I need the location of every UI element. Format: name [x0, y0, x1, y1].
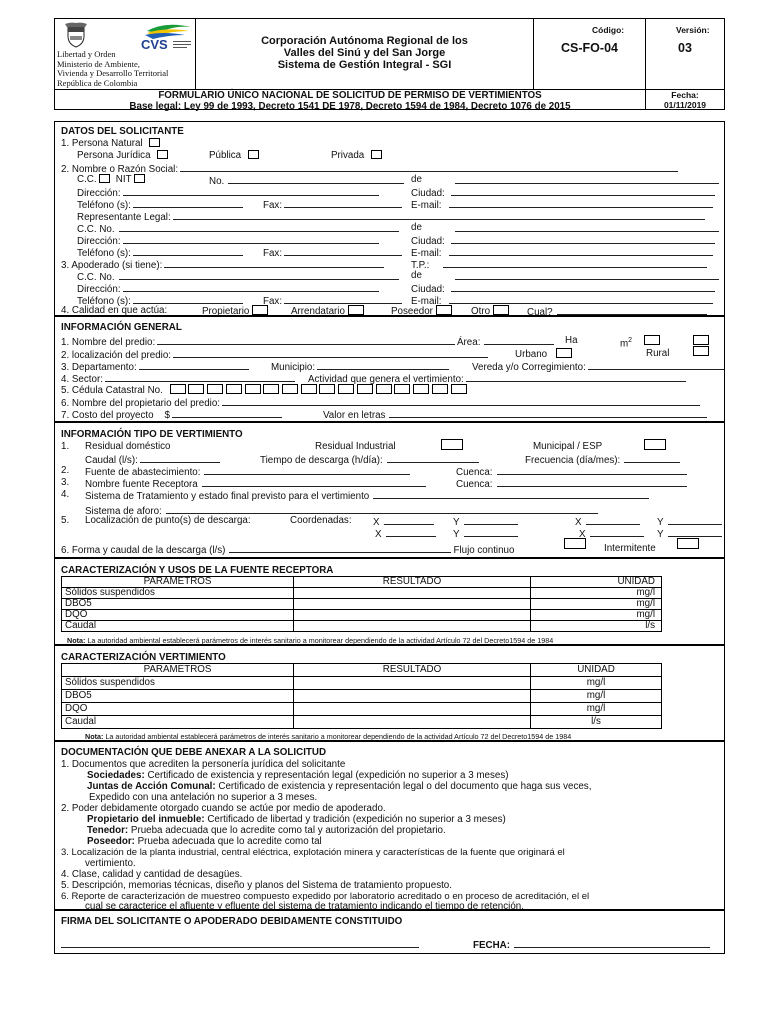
aforo-field[interactable]	[166, 504, 598, 514]
corporation-name	[196, 19, 534, 89]
municipio-label: Municipio:	[271, 362, 316, 373]
privada-checkbox[interactable]	[371, 150, 382, 159]
ccno-label: C.C. No.	[77, 272, 115, 283]
arrendatario-checkbox[interactable]	[348, 305, 364, 315]
caracterizacion-vertimiento-table	[61, 663, 662, 729]
sistema-label: Sistema de Tratamiento y estado final previsto para el vertimiento	[85, 491, 370, 502]
header-cell: PARAMETROS	[62, 664, 294, 677]
telefono-field[interactable]	[133, 294, 243, 304]
solicitante-section	[54, 121, 725, 316]
x-label: X	[373, 517, 380, 528]
municipal-checkbox[interactable]	[644, 439, 666, 450]
cuenca-label: Cuenca:	[456, 479, 493, 490]
cedula-digit-box[interactable]	[376, 384, 392, 394]
ha-label: Ha	[565, 335, 578, 346]
y-label: Y	[453, 517, 460, 528]
arrendatario-label: Arrendatario	[291, 306, 345, 317]
caracterizacion-fuente-table	[61, 576, 662, 632]
y-label: Y	[453, 529, 460, 540]
header-cell: UNIDAD	[531, 577, 662, 588]
table-row	[62, 621, 662, 632]
sector-field[interactable]	[105, 372, 295, 382]
doc-item: 1. Documentos que acrediten la personería jurídica del solicitante	[61, 759, 346, 770]
area-field[interactable]	[484, 335, 554, 345]
cedula-digit-box[interactable]	[282, 384, 298, 394]
unit-cell: mg/l	[531, 677, 662, 690]
title-line: FORMULARIO ÚNICO NACIONAL DE SOLICITUD DE PERMISO DE VERTIMIENTOS	[158, 90, 542, 101]
nombre-label: 2. Nombre o Razón Social:	[61, 164, 179, 175]
fecha-firma-label: FECHA:	[473, 940, 511, 951]
email-label: E-mail:	[411, 296, 442, 307]
telefono-field[interactable]	[133, 198, 243, 208]
form-title	[55, 89, 646, 112]
param-cell: Sólidos suspendidos	[62, 677, 294, 690]
result-cell[interactable]	[294, 610, 531, 621]
section-title: INFORMACIÓN GENERAL	[61, 322, 182, 333]
dollar-sign: $	[164, 410, 170, 421]
caracterizacion-fuente-section	[54, 558, 725, 645]
ciudad-label: Ciudad:	[411, 284, 445, 295]
cedula-digit-box[interactable]	[413, 384, 429, 394]
table-row	[62, 716, 662, 729]
cedula-digit-box[interactable]	[451, 384, 467, 394]
privada-label: Privada	[331, 150, 365, 161]
x-label: X	[579, 529, 586, 540]
logo-line: Vivienda y Desarrollo Territorial	[57, 68, 169, 78]
de-label: de	[411, 174, 422, 185]
telefono-field[interactable]	[133, 246, 243, 256]
caudal-label: Caudal (l/s):	[85, 455, 138, 466]
section-title: FIRMA DEL SOLICITANTE O APODERADO DEBIDAMENTE CONSTITUIDO	[61, 916, 403, 927]
unit-cell: mg/l	[531, 588, 662, 599]
m2-checkbox[interactable]	[693, 335, 709, 345]
tiempo-label: Tiempo de descarga (h/día):	[260, 455, 383, 466]
propietario-label: Propietario	[202, 306, 250, 317]
municipio-field[interactable]	[317, 360, 449, 370]
doc-subitem-text: Prueba adecuada que lo acredite como tal y autorización del propietario.	[128, 825, 446, 836]
ccno-field[interactable]	[119, 222, 399, 232]
punto-label: Localización de punto(s) de descarga:	[85, 515, 251, 526]
fax-label: Fax:	[263, 200, 283, 211]
m2-superscript: 2	[628, 337, 633, 344]
cual-field[interactable]	[557, 305, 707, 315]
actividad-label: Actividad que genera el vertimiento:	[308, 374, 464, 385]
direccion-label: Dirección:	[77, 284, 121, 295]
param-cell: Sólidos suspendidos	[62, 588, 294, 599]
intermitente-checkbox[interactable]	[677, 538, 699, 549]
doc-item-continuation: vertimiento.	[85, 858, 136, 869]
doc-item: 2. Poder debidamente otorgado cuando se actúe por medio de apoderado.	[61, 803, 386, 814]
logo-line: Libertad y Orden	[57, 49, 116, 59]
header-cell: RESULTADO	[294, 577, 531, 588]
frecuencia-label: Frecuencia (día/mes):	[525, 455, 621, 466]
fecha-firma-field[interactable]	[514, 938, 710, 948]
nombre-field[interactable]	[180, 162, 678, 172]
otro-label: Otro	[471, 306, 491, 317]
item-number: 4.	[61, 489, 70, 500]
fax-label: Fax:	[263, 248, 283, 259]
fecha-label: Fecha:	[671, 90, 699, 100]
note-label: Nota:	[85, 732, 104, 741]
doc-subitem-label: Juntas de Acción Comunal:	[87, 781, 216, 792]
unit-cell: mg/l	[531, 599, 662, 610]
area-label: Área:	[457, 337, 481, 348]
table-row	[62, 599, 662, 610]
residual-domestico-label: Residual doméstico	[85, 441, 171, 452]
table-row	[62, 690, 662, 703]
unit-cell: mg/l	[531, 690, 662, 703]
result-cell[interactable]	[294, 703, 531, 716]
svg-text:CVS: CVS	[141, 37, 168, 51]
cedula-digit-box[interactable]	[207, 384, 223, 394]
costo-field[interactable]	[172, 408, 282, 418]
y-coord-field[interactable]	[668, 515, 722, 525]
vereda-label: Vereda y/o Corregimiento:	[472, 362, 586, 373]
no-label: No.	[209, 176, 225, 187]
doc-item: 5. Descripción, memorias técnicas, diseño y planos del Sistema de tratamiento propuesto.	[61, 880, 452, 891]
departamento-label: 3. Departamento:	[61, 362, 137, 373]
codigo-cell	[534, 19, 646, 89]
table-row	[62, 677, 662, 690]
cedula-digit-box[interactable]	[170, 384, 186, 394]
y-coord-field[interactable]	[464, 515, 518, 525]
cedula-digit-box[interactable]	[338, 384, 354, 394]
publica-checkbox[interactable]	[248, 150, 259, 159]
y-label: Y	[657, 529, 664, 540]
cedula-digit-box[interactable]	[263, 384, 279, 394]
ciudad-field[interactable]	[451, 282, 715, 292]
cc-checkbox[interactable]	[99, 174, 110, 183]
poseedor-label: Poseedor	[391, 306, 433, 317]
forma-label: 6. Forma y caudal de la descarga (l/s)	[61, 545, 226, 556]
codigo-value: CS-FO-04	[561, 41, 618, 55]
telefono-label: Teléfono (s):	[77, 200, 131, 211]
propietario-predio-label: 6. Nombre del propietario del predio:	[61, 398, 221, 409]
persona-natural-label: 1. Persona Natural	[61, 138, 143, 149]
fax-label: Fax:	[263, 296, 283, 307]
version-cell	[646, 19, 724, 89]
general-section	[54, 316, 725, 422]
x-coord-field[interactable]	[386, 527, 436, 537]
nombre-predio-label: 1. Nombre del predio:	[61, 337, 156, 348]
x-label: X	[375, 529, 382, 540]
no-field[interactable]	[228, 174, 404, 184]
tipo-vertimiento-section	[54, 422, 725, 558]
firma-section	[54, 910, 725, 954]
note-label: Nota:	[67, 636, 86, 645]
table-row	[62, 610, 662, 621]
doc-subitem-label: Propietario del inmueble:	[87, 814, 205, 825]
cuenca-field[interactable]	[497, 465, 687, 475]
m2-label: m	[620, 338, 629, 350]
cedula-digit-box[interactable]	[357, 384, 373, 394]
fecha-value: 01/11/2019	[663, 99, 707, 110]
x-coord-field[interactable]	[586, 515, 640, 525]
doc-subitem-text: Expedido con una antelación no superior a 3 meses.	[89, 792, 318, 803]
codigo-label: Código:	[592, 25, 625, 35]
ciudad-label: Ciudad:	[411, 236, 445, 247]
section-title: DOCUMENTACIÓN QUE DEBE ANEXAR A LA SOLICITUD	[61, 747, 327, 758]
note-text: La autoridad ambiental establecerá parámetros de interés sanitario a monitorear dependiendo de la actividad Artículo 72 del Decreto1594 de 1984	[103, 732, 572, 741]
param-cell: DBO5	[62, 599, 294, 610]
sector-label: 4. Sector:	[61, 374, 103, 385]
vereda-field[interactable]	[588, 360, 724, 370]
valor-letras-field[interactable]	[389, 408, 707, 418]
documentacion-section	[54, 741, 725, 910]
ciudad-field[interactable]	[451, 234, 715, 244]
caracterizacion-vertimiento-section	[54, 645, 725, 741]
logo-caption	[57, 50, 168, 88]
email-field[interactable]	[449, 294, 713, 304]
tp-field[interactable]	[443, 258, 707, 268]
nombre-predio-field[interactable]	[157, 335, 455, 345]
calidad-label: 4. Calidad en que actúa:	[61, 305, 168, 316]
rural-label: Rural	[646, 348, 670, 359]
cvs-logo-icon	[135, 23, 193, 51]
de-field[interactable]	[455, 222, 719, 232]
result-cell[interactable]	[294, 677, 531, 690]
result-cell[interactable]	[294, 716, 531, 729]
corp-line: Corporación Autónoma Regional de los	[261, 35, 468, 47]
version-value: 03	[678, 41, 692, 55]
valor-letras-label: Valor en letras	[323, 410, 386, 421]
y-coord-field[interactable]	[464, 527, 518, 537]
poseedor-checkbox[interactable]	[436, 305, 452, 315]
persona-juridica-checkbox[interactable]	[157, 150, 168, 159]
header-cell: PARAMETROS	[62, 577, 294, 588]
doc-subitem-text: Certificado de existencia y representación legal o del documento que haga sus veces,	[215, 781, 592, 792]
cual-label: Cual?	[527, 307, 553, 318]
ciudad-label: Ciudad:	[411, 188, 445, 199]
firma-field[interactable]	[61, 938, 419, 948]
doc-subitem-label: Poseedor:	[87, 836, 135, 847]
doc-item: 4. Clase, calidad y cantidad de desagües.	[61, 869, 243, 880]
persona-natural-checkbox[interactable]	[149, 138, 160, 147]
ha-checkbox[interactable]	[644, 335, 660, 345]
param-cell: Caudal	[62, 716, 294, 729]
receptora-field[interactable]	[202, 477, 426, 487]
param-cell: DBO5	[62, 690, 294, 703]
otro-checkbox[interactable]	[493, 305, 509, 315]
flujo-label: Flujo continuo	[453, 545, 515, 556]
nit-checkbox[interactable]	[134, 174, 145, 183]
urbano-label: Urbano	[515, 349, 548, 360]
urbano-checkbox[interactable]	[556, 348, 572, 358]
table-row	[62, 588, 662, 599]
nit-label: NIT	[115, 174, 132, 185]
residual-industrial-label: Residual Industrial	[315, 441, 396, 452]
header-cell: RESULTADO	[294, 664, 531, 677]
apoderado-field[interactable]	[164, 258, 384, 268]
direccion-field[interactable]	[123, 282, 379, 292]
result-cell[interactable]	[294, 690, 531, 703]
doc-subitem-text: Certificado de libertad y tradición (expedición no superior a 3 meses)	[204, 814, 506, 825]
ccno-field[interactable]	[119, 270, 399, 280]
representante-field[interactable]	[173, 210, 705, 220]
direccion-field[interactable]	[123, 234, 379, 244]
note-text: La autoridad ambiental establecerá parámetros de interés sanitario a monitorear dependiendo de la actividad Artículo 72 del Decreto1594 de 1984	[85, 636, 554, 645]
forma-field[interactable]	[229, 543, 451, 553]
cc-label: C.C.	[77, 174, 97, 185]
cedula-label: 5. Cédula Catastral No.	[61, 385, 163, 396]
param-cell: DQO	[62, 610, 294, 621]
item-number: 1.	[61, 441, 70, 452]
item-number: 2.	[61, 465, 70, 476]
localizacion-label: 2. localización del predio:	[61, 350, 172, 361]
telefono-label: Teléfono (s):	[77, 248, 131, 259]
de-field[interactable]	[455, 174, 719, 184]
corp-line: Sistema de Gestión Integral - SGI	[277, 59, 452, 71]
unit-cell: l/s	[531, 716, 662, 729]
email-field[interactable]	[449, 246, 713, 256]
representante-label: Representante Legal:	[77, 212, 171, 223]
cedula-digit-box[interactable]	[188, 384, 204, 394]
de-label: de	[411, 270, 422, 281]
result-cell[interactable]	[294, 621, 531, 632]
municipal-label: Municipal / ESP	[533, 441, 603, 452]
fuente-field[interactable]	[204, 465, 410, 475]
doc-subitem-label: Sociedades:	[87, 770, 145, 781]
y-label: Y	[657, 517, 664, 528]
table-row	[62, 703, 662, 716]
doc-subitem-text: Prueba adecuada que lo acredite como tal	[134, 836, 322, 847]
logos-cell	[55, 19, 196, 89]
email-label: E-mail:	[411, 248, 442, 259]
doc-subitem-label: Tenedor:	[87, 825, 129, 836]
x-coord-field[interactable]	[384, 515, 434, 525]
de-label: de	[411, 222, 422, 233]
fax-field[interactable]	[284, 294, 402, 304]
ciudad-field[interactable]	[451, 186, 715, 196]
table-header-row	[62, 577, 662, 588]
email-label: E-mail:	[411, 200, 442, 211]
fax-field[interactable]	[284, 246, 402, 256]
legal-basis: Base legal: Ley 99 de 1993, Decreto 1541 DE 1978, Decreto 1594 de 1984, Decreto 1076 de 2015	[129, 100, 571, 112]
costo-label: 7. Costo del proyecto	[61, 410, 154, 421]
section-title: DATOS DEL SOLICITANTE	[61, 126, 184, 137]
intermitente-label: Intermitente	[604, 543, 656, 554]
aforo-label: Sistema de aforo:	[85, 506, 162, 517]
receptora-label: Nombre fuente Receptora	[85, 479, 198, 490]
email-field[interactable]	[449, 198, 713, 208]
direccion-label: Dirección:	[77, 236, 121, 247]
corp-line: Valles del Sinú y del San Jorge	[283, 47, 446, 59]
direccion-label: Dirección:	[77, 188, 121, 199]
form-header	[54, 18, 725, 110]
frecuencia-field[interactable]	[624, 453, 680, 463]
cedula-digit-box[interactable]	[394, 384, 410, 394]
persona-juridica-label: Persona Jurídica	[77, 150, 151, 161]
tp-label: T.P.:	[411, 260, 430, 271]
publica-label: Pública	[209, 150, 242, 161]
doc-item: 3. Localización de la planta industrial, central eléctrica, explotación minera y características de la fuente que originará el	[61, 847, 565, 858]
de-field[interactable]	[455, 270, 719, 280]
apoderado-label: 3. Apoderado (si tiene):	[61, 260, 163, 271]
header-cell: UNIDAD	[531, 664, 662, 677]
propietario-checkbox[interactable]	[252, 305, 268, 315]
unit-cell: mg/l	[531, 610, 662, 621]
ccno-label: C.C. No.	[77, 224, 115, 235]
telefono-label: Teléfono (s):	[77, 296, 131, 307]
rural-checkbox[interactable]	[693, 346, 709, 356]
logo-line: Ministerio de Ambiente,	[57, 58, 140, 69]
residual-industrial-checkbox[interactable]	[441, 439, 463, 450]
section-title: CARACTERIZACIÓN VERTIMIENTO	[61, 652, 226, 663]
item-number: 3.	[61, 477, 70, 488]
fecha-cell	[646, 89, 724, 109]
param-cell: Caudal	[62, 621, 294, 632]
doc-subitem-text: Certificado de existencia y representación legal (expedición no superior a 3 meses)	[144, 770, 509, 781]
doc-item: 6. Reporte de caracterización de muestreo compuesto expedido por laboratorio acreditado o en proceso de acreditación, el el	[61, 891, 590, 902]
unit-cell: mg/l	[531, 703, 662, 716]
tiempo-field[interactable]	[387, 453, 479, 463]
direccion-field[interactable]	[123, 186, 379, 196]
result-cell[interactable]	[294, 588, 531, 599]
unit-cell: l/s	[531, 621, 662, 632]
cuenca-field[interactable]	[497, 477, 687, 487]
result-cell[interactable]	[294, 599, 531, 610]
doc-item-continuation: cual se caracterice el afluente y efluente del sistema de tratamiento indicando el tiempo de retención.	[85, 901, 524, 912]
cedula-digit-box[interactable]	[226, 384, 242, 394]
section-title: INFORMACIÓN TIPO DE VERTIMIENTO	[61, 429, 243, 440]
cedula-digit-box[interactable]	[301, 384, 317, 394]
fax-field[interactable]	[284, 198, 402, 208]
cedula-digit-box[interactable]	[432, 384, 448, 394]
version-label: Versión:	[676, 25, 710, 35]
sistema-field[interactable]	[373, 489, 649, 499]
flujo-checkbox[interactable]	[564, 538, 586, 549]
y-coord-field[interactable]	[668, 527, 722, 537]
param-cell: DQO	[62, 703, 294, 716]
x-label: X	[575, 517, 582, 528]
coordenadas-label: Coordenadas:	[290, 515, 352, 526]
section-title: CARACTERIZACIÓN Y USOS DE LA FUENTE RECEPTORA	[61, 565, 334, 576]
actividad-field[interactable]	[466, 372, 686, 382]
cedula-digit-box[interactable]	[319, 384, 335, 394]
table-header-row	[62, 664, 662, 677]
caudal-field[interactable]	[140, 453, 220, 463]
fuente-label: Fuente de abastecimiento:	[85, 467, 201, 478]
departamento-field[interactable]	[139, 360, 249, 370]
logo-line: República de Colombia	[57, 77, 138, 88]
propietario-predio-field[interactable]	[222, 396, 700, 406]
x-coord-field[interactable]	[590, 527, 644, 537]
localizacion-field[interactable]	[173, 348, 488, 358]
cuenca-label: Cuenca:	[456, 467, 493, 478]
colombia-coat-of-arms-icon	[65, 22, 87, 48]
cedula-digit-box[interactable]	[245, 384, 261, 394]
item-number: 5.	[61, 515, 70, 526]
